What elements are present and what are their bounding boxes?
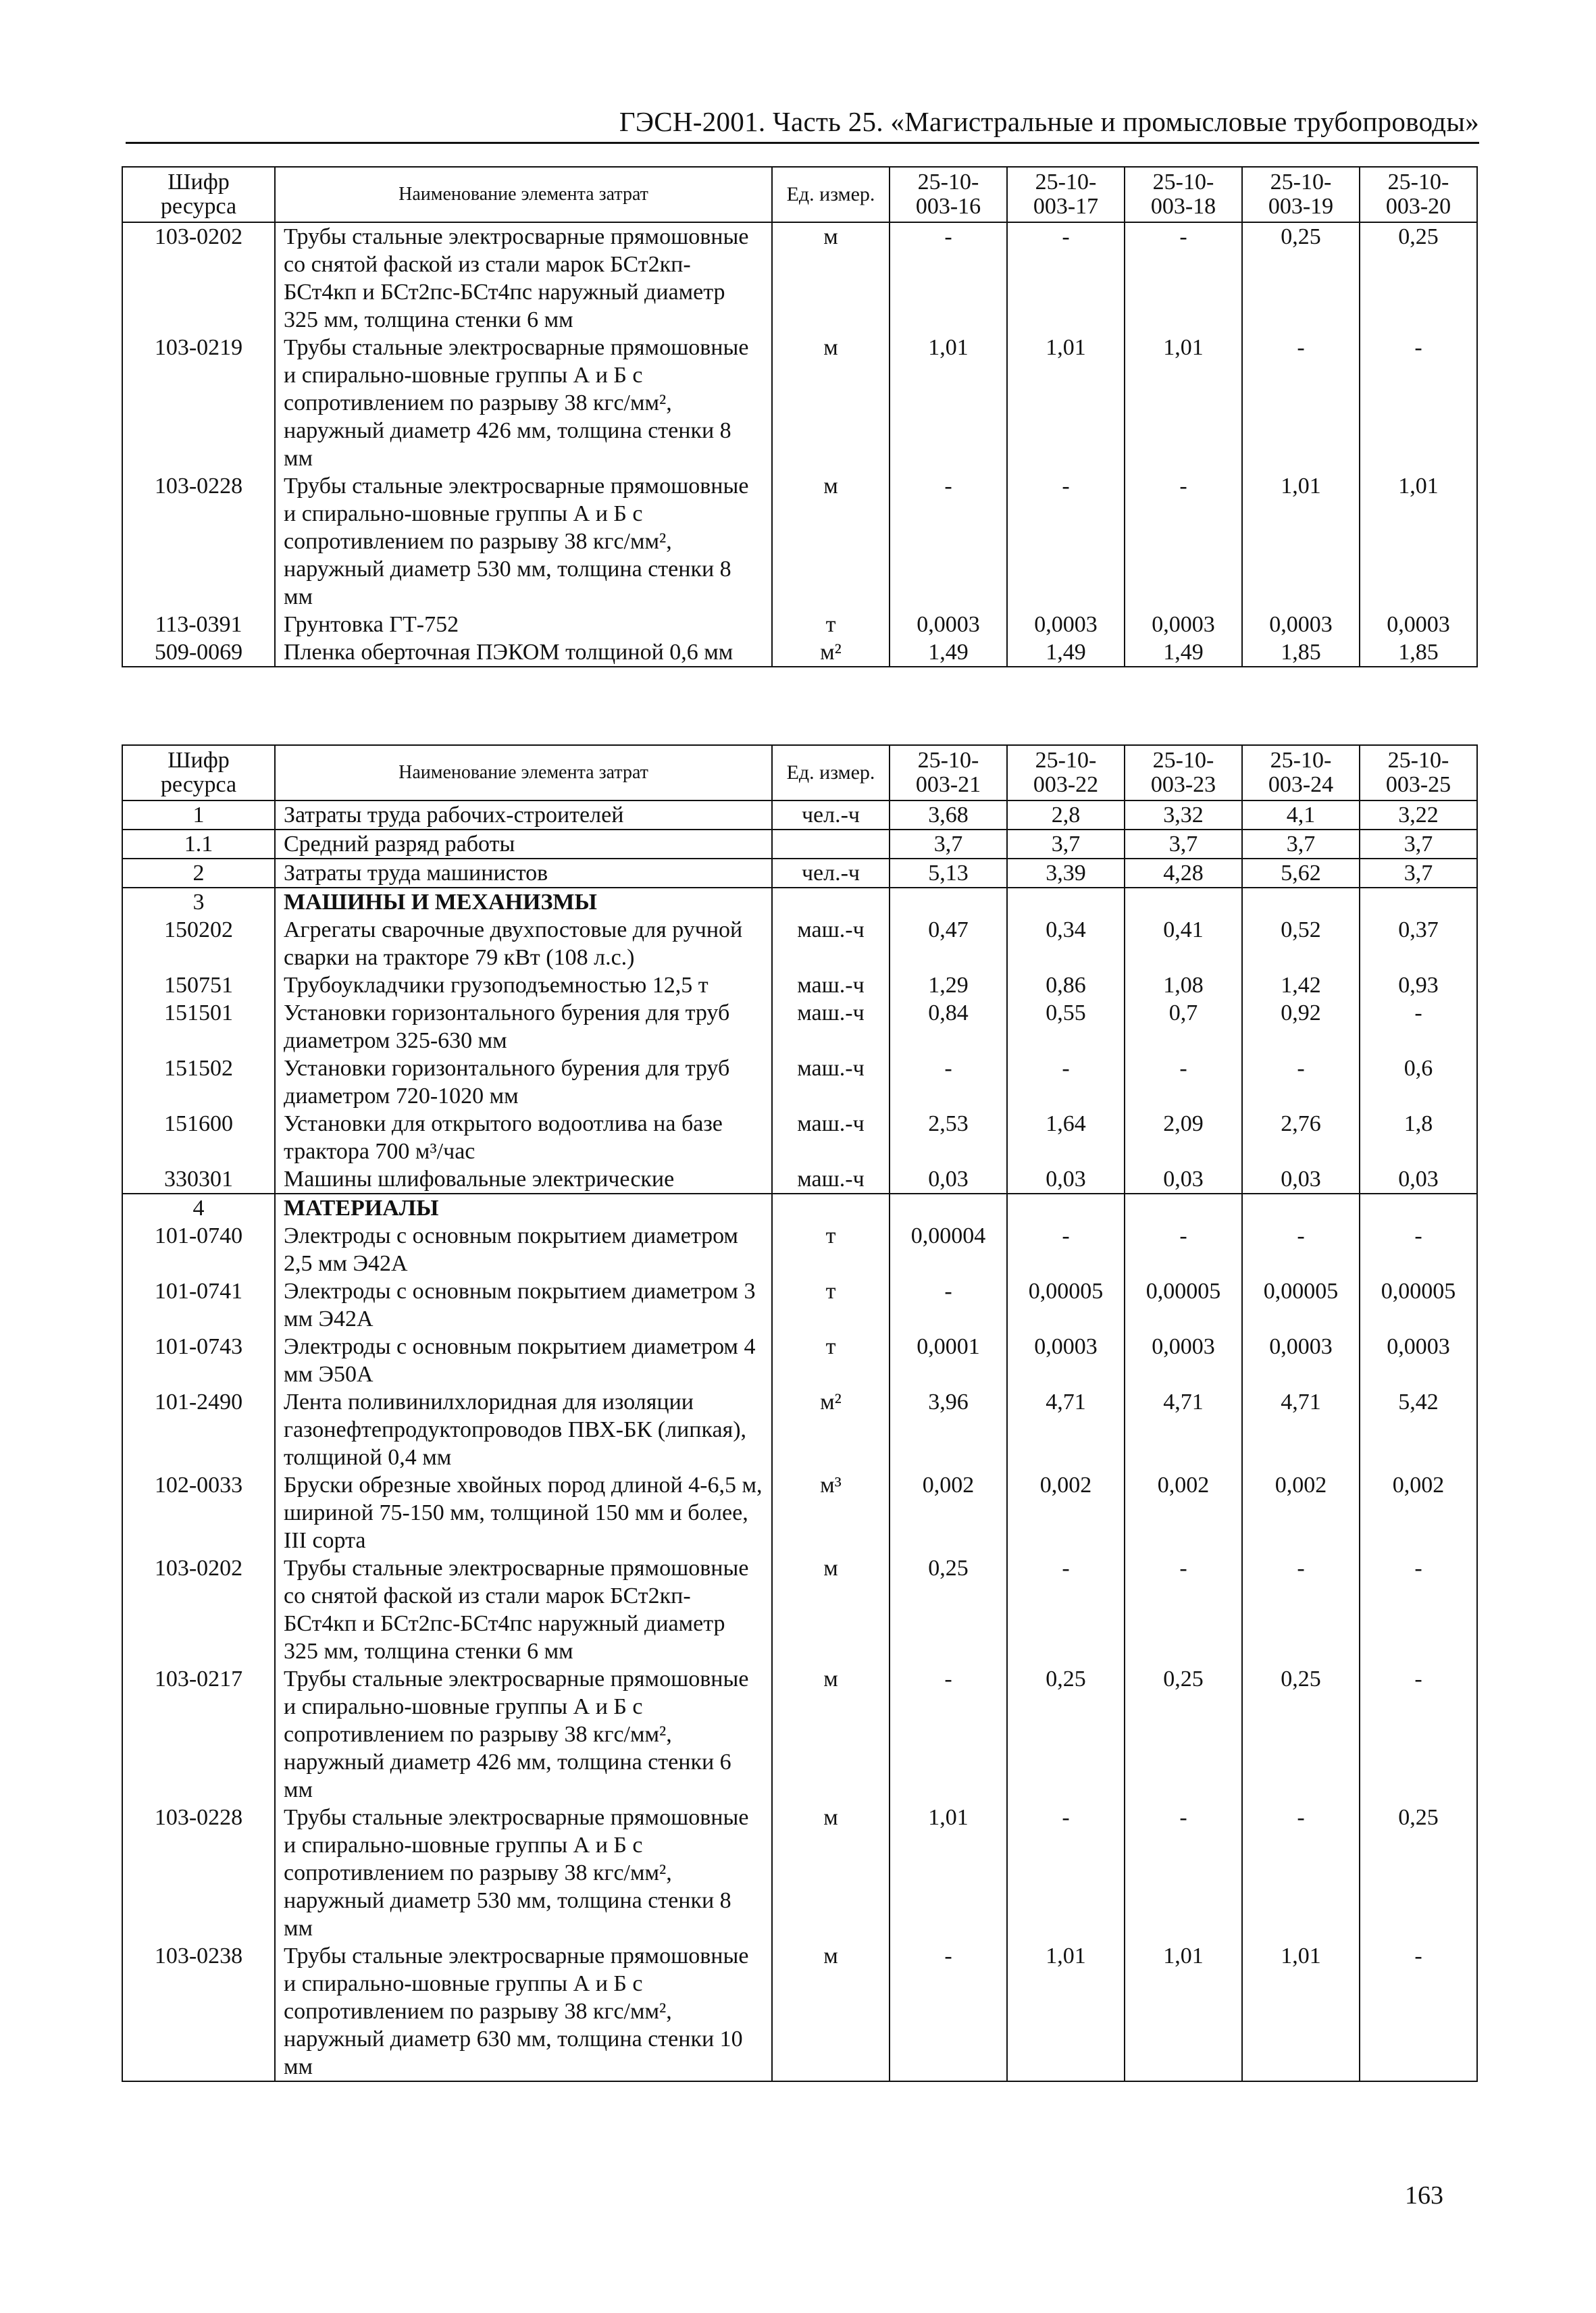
resource-code-cell: 2 [122,859,275,888]
value-cell: 0,41 [1125,916,1242,971]
value-cell: - [1125,1804,1242,1942]
value-cell: - [890,1277,1007,1333]
value-cell: 1,8 [1360,1110,1477,1165]
value-cell: 0,00005 [1242,1277,1360,1333]
table-row [122,888,1477,916]
table-row [122,1110,1477,1165]
value-cell: - [1007,1804,1125,1942]
value-cell: 4,28 [1125,859,1242,888]
unit-cell: маш.-ч [772,971,890,999]
resource-code-cell: 103-0219 [122,334,275,472]
table-row [122,1554,1477,1665]
page-number: 163 [1405,2181,1443,2210]
resource-name-cell: Установки для открытого водоотлива на базе трактора 700 м³/час [275,1110,772,1165]
value-cell: 0,25 [1125,1665,1242,1804]
name-header: Наименование элемента затрат [275,167,772,222]
value-cell: 0,25 [1007,1665,1125,1804]
value-cell: 0,37 [1360,916,1477,971]
table-row [122,1222,1477,1277]
value-cell: 2,8 [1007,800,1125,830]
resource-name-cell: Трубы стальные электросварные прямошовные и спирально-шовные группы А и Б с сопротивлением по разрыву 38 кгс/мм², наружный диаметр 426 мм, толщина стенки 6 мм [275,1665,772,1804]
table-row [122,859,1477,888]
resource-name-cell: Установки горизонтального бурения для труб диаметром 720-1020 мм [275,1054,772,1110]
value-cell: 1,01 [890,1804,1007,1942]
value-cell: 0,00005 [1007,1277,1125,1333]
value-cell: 3,7 [1360,859,1477,888]
unit-cell: м³ [772,1471,890,1554]
unit-cell: м [772,1942,890,2081]
col-header: 25-10- 003-23 [1125,745,1242,800]
value-cell: - [1360,1665,1477,1804]
value-cell: 1,64 [1007,1110,1125,1165]
value-cell: 0,03 [1125,1165,1242,1194]
value-cell: - [1360,1942,1477,2081]
value-cell: - [1242,1222,1360,1277]
value-cell: 0,03 [1007,1165,1125,1194]
table-row [122,1333,1477,1388]
code-header: Шифр ресурса [122,167,275,222]
resource-code-cell: 113-0391 [122,611,275,638]
value-cell: 0,0003 [1125,1333,1242,1388]
value-cell [1007,888,1125,916]
unit-cell: маш.-ч [772,1110,890,1165]
page-header [126,105,1479,144]
resource-code-cell: 330301 [122,1165,275,1194]
value-cell: 1,49 [1125,638,1242,667]
value-cell: 0,0003 [1125,611,1242,638]
resource-name-cell: Трубы стальные электросварные прямошовные и спирально-шовные группы А и Б с сопротивлением по разрыву 38 кгс/мм², наружный диаметр 530 мм, толщина стенки 8 мм [275,1804,772,1942]
resource-name-cell: Трубы стальные электросварные прямошовные со снятой фаской из стали марок БСт2кп-БСт4кп и БСт2пс-БСт4пс наружный диаметр 325 мм, толщина стенки 6 мм [275,222,772,334]
resource-code-cell: 101-0740 [122,1222,275,1277]
value-cell: 4,1 [1242,800,1360,830]
table-header-row [122,745,1477,800]
resource-code-cell: 1.1 [122,830,275,859]
value-cell: 3,68 [890,800,1007,830]
value-cell: 0,7 [1125,999,1242,1054]
unit-cell: м² [772,638,890,667]
resource-code-cell: 1 [122,800,275,830]
value-cell: - [1125,1222,1242,1277]
unit-cell: м [772,1554,890,1665]
value-cell: - [1242,334,1360,472]
value-cell: 0,0003 [1360,1333,1477,1388]
resource-table-2 [122,744,1478,2082]
resource-code-cell: 509-0069 [122,638,275,667]
table-row [122,638,1477,667]
value-cell: 0,0001 [890,1333,1007,1388]
name-header: Наименование элемента затрат [275,745,772,800]
value-cell: 3,7 [1242,830,1360,859]
resource-code-cell: 101-0741 [122,1277,275,1333]
value-cell: 0,00004 [890,1222,1007,1277]
value-cell: 0,0003 [1242,611,1360,638]
value-cell: 0,0003 [1242,1333,1360,1388]
value-cell: 4,71 [1007,1388,1125,1471]
table-row [122,1165,1477,1194]
unit-cell: м [772,222,890,334]
table-row [122,830,1477,859]
value-cell [1007,1194,1125,1222]
table-row [122,1665,1477,1804]
resource-code-cell: 150751 [122,971,275,999]
unit-cell: м [772,1665,890,1804]
unit-header: Ед. измер. [772,167,890,222]
unit-cell: т [772,1222,890,1277]
col-header: 25-10- 003-20 [1360,167,1477,222]
resource-code-cell: 151502 [122,1054,275,1110]
table-header-row [122,167,1477,222]
value-cell [1360,1194,1477,1222]
col-header: 25-10- 003-17 [1007,167,1125,222]
table-row [122,222,1477,334]
table-row [122,999,1477,1054]
value-cell: 3,32 [1125,800,1242,830]
value-cell: - [1007,1054,1125,1110]
table-row [122,971,1477,999]
value-cell: - [1125,222,1242,334]
value-cell [1242,888,1360,916]
value-cell: - [1242,1554,1360,1665]
value-cell: 3,7 [1007,830,1125,859]
value-cell: 0,86 [1007,971,1125,999]
col-header: 25-10- 003-21 [890,745,1007,800]
value-cell: 5,62 [1242,859,1360,888]
table-row [122,611,1477,638]
resource-code-cell: 102-0033 [122,1471,275,1554]
value-cell: - [1007,1222,1125,1277]
value-cell: 0,25 [1242,1665,1360,1804]
code-header: Шифр ресурса [122,745,275,800]
value-cell: 1,85 [1242,638,1360,667]
value-cell: 0,00005 [1360,1277,1477,1333]
resource-code-cell: 150202 [122,916,275,971]
table-row [122,1388,1477,1471]
value-cell: - [1125,1054,1242,1110]
unit-cell: т [772,1277,890,1333]
unit-cell: маш.-ч [772,916,890,971]
unit-cell: маш.-ч [772,1165,890,1194]
value-cell: 0,002 [1360,1471,1477,1554]
resource-name-cell: Средний разряд работы [275,830,772,859]
value-cell: 0,0003 [1360,611,1477,638]
resource-name-cell: Трубы стальные электросварные прямошовные и спирально-шовные группы А и Б с сопротивлением по разрыву 38 кгс/мм², наружный диаметр 530 мм, толщина стенки 8 мм [275,472,772,611]
table-row [122,1471,1477,1554]
value-cell: 0,03 [1360,1165,1477,1194]
resource-name-cell: Затраты труда рабочих-строителей [275,800,772,830]
value-cell: 0,25 [1242,222,1360,334]
value-cell: 1,01 [1125,1942,1242,2081]
resource-name-cell: Трубы стальные электросварные прямошовные и спирально-шовные группы А и Б с сопротивлением по разрыву 38 кгс/мм², наружный диаметр 426 мм, толщина стенки 8 мм [275,334,772,472]
value-cell: - [1007,1554,1125,1665]
resource-code-cell: 103-0217 [122,1665,275,1804]
value-cell: - [1125,472,1242,611]
table-row [122,1942,1477,2081]
value-cell: - [1125,1554,1242,1665]
value-cell: 0,002 [1007,1471,1125,1554]
value-cell: 1,29 [890,971,1007,999]
value-cell: 1,01 [1360,472,1477,611]
value-cell: - [890,472,1007,611]
resource-code-cell: 101-2490 [122,1388,275,1471]
unit-cell [772,888,890,916]
resource-name-cell: Лента поливинилхлоридная для изоляции газонефтепродуктопроводов ПВХ-БК (липкая), толщиной 0,4 мм [275,1388,772,1471]
table-row [122,1054,1477,1110]
value-cell: 0,34 [1007,916,1125,971]
value-cell: 0,0003 [890,611,1007,638]
value-cell: 3,7 [890,830,1007,859]
value-cell: 0,002 [1125,1471,1242,1554]
value-cell: - [890,1054,1007,1110]
value-cell: 0,84 [890,999,1007,1054]
value-cell: 0,25 [1360,1804,1477,1942]
value-cell: - [1007,222,1125,334]
value-cell: 1,01 [1007,334,1125,472]
table-row [122,1194,1477,1222]
value-cell: 0,52 [1242,916,1360,971]
col-header: 25-10- 003-24 [1242,745,1360,800]
unit-cell: чел.-ч [772,859,890,888]
value-cell: - [1360,334,1477,472]
value-cell: 0,002 [890,1471,1007,1554]
unit-cell: чел.-ч [772,800,890,830]
value-cell [1242,1194,1360,1222]
resource-table-1 [122,166,1478,667]
value-cell: 3,22 [1360,800,1477,830]
resource-name-cell: Пленка оберточная ПЭКОМ толщиной 0,6 мм [275,638,772,667]
value-cell: 0,002 [1242,1471,1360,1554]
value-cell: 1,01 [1242,1942,1360,2081]
resource-name-cell: Электроды с основным покрытием диаметром 2,5 мм Э42А [275,1222,772,1277]
value-cell: 0,25 [1360,222,1477,334]
resource-code-cell: 103-0202 [122,1554,275,1665]
value-cell [890,1194,1007,1222]
unit-header: Ед. измер. [772,745,890,800]
table-row [122,916,1477,971]
section-title-cell: МАТЕРИАЛЫ [275,1194,772,1222]
value-cell: - [1007,472,1125,611]
value-cell: 1,01 [1125,334,1242,472]
value-cell: 0,25 [890,1554,1007,1665]
unit-cell: т [772,1333,890,1388]
resource-name-cell: Машины шлифовальные электрические [275,1165,772,1194]
value-cell: 3,7 [1125,830,1242,859]
value-cell: 0,92 [1242,999,1360,1054]
value-cell: 4,71 [1125,1388,1242,1471]
value-cell [1125,888,1242,916]
value-cell [1125,1194,1242,1222]
col-header: 25-10- 003-18 [1125,167,1242,222]
resource-name-cell: Трубы стальные электросварные прямошовные со снятой фаской из стали марок БСт2кп-БСт4кп и БСт2пс-БСт4пс наружный диаметр 325 мм, толщина стенки 6 мм [275,1554,772,1665]
resource-code-cell: 101-0743 [122,1333,275,1388]
value-cell: 3,39 [1007,859,1125,888]
value-cell: 2,53 [890,1110,1007,1165]
col-header: 25-10- 003-25 [1360,745,1477,800]
value-cell: 1,49 [1007,638,1125,667]
resource-name-cell: Бруски обрезные хвойных пород длиной 4-6,5 м, шириной 75-150 мм, толщиной 150 мм и более, III сорта [275,1471,772,1554]
value-cell: 0,55 [1007,999,1125,1054]
resource-code-cell: 103-0228 [122,1804,275,1942]
unit-cell: м [772,334,890,472]
resource-name-cell: Электроды с основным покрытием диаметром 3 мм Э42А [275,1277,772,1333]
value-cell: 3,7 [1360,830,1477,859]
value-cell: - [890,222,1007,334]
table-row [122,334,1477,472]
value-cell: 0,6 [1360,1054,1477,1110]
value-cell [1360,888,1477,916]
unit-cell: т [772,611,890,638]
value-cell: 1,42 [1242,971,1360,999]
value-cell: 1,85 [1360,638,1477,667]
col-header: 25-10- 003-22 [1007,745,1125,800]
resource-name-cell: Затраты труда машинистов [275,859,772,888]
value-cell: 1,01 [1242,472,1360,611]
resource-code-cell: 4 [122,1194,275,1222]
value-cell: 2,76 [1242,1110,1360,1165]
value-cell: 0,93 [1360,971,1477,999]
value-cell: 1,08 [1125,971,1242,999]
resource-name-cell: Установки горизонтального бурения для труб диаметром 325-630 мм [275,999,772,1054]
unit-cell [772,830,890,859]
resource-code-cell: 103-0238 [122,1942,275,2081]
unit-cell: маш.-ч [772,1054,890,1110]
unit-cell [772,1194,890,1222]
value-cell: - [1242,1054,1360,1110]
table-row [122,1277,1477,1333]
value-cell: 1,01 [890,334,1007,472]
value-cell: 4,71 [1242,1388,1360,1471]
value-cell: - [1360,1222,1477,1277]
value-cell: 0,0003 [1007,611,1125,638]
resource-name-cell: Трубоукладчики грузоподъемностью 12,5 т [275,971,772,999]
value-cell: 2,09 [1125,1110,1242,1165]
value-cell: - [1360,1554,1477,1665]
resource-name-cell: Агрегаты сварочные двухпостовые для ручной сварки на тракторе 79 кВт (108 л.с.) [275,916,772,971]
value-cell: - [890,1942,1007,2081]
table-row [122,472,1477,611]
table-row [122,800,1477,830]
resource-name-cell: Трубы стальные электросварные прямошовные и спирально-шовные группы А и Б с сопротивлением по разрыву 38 кгс/мм², наружный диаметр 630 мм, толщина стенки 10 мм [275,1942,772,2081]
value-cell: 3,96 [890,1388,1007,1471]
value-cell: 1,49 [890,638,1007,667]
resource-name-cell: Грунтовка ГТ-752 [275,611,772,638]
unit-cell: маш.-ч [772,999,890,1054]
header-title: ГЭСН-2001. Часть 25. «Магистральные и промысловые трубопроводы» [619,106,1479,137]
col-header: 25-10- 003-16 [890,167,1007,222]
resource-code-cell: 103-0202 [122,222,275,334]
resource-name-cell: Электроды с основным покрытием диаметром 4 мм Э50А [275,1333,772,1388]
value-cell: 0,03 [1242,1165,1360,1194]
unit-cell: м² [772,1388,890,1471]
resource-code-cell: 151501 [122,999,275,1054]
unit-cell: м [772,1804,890,1942]
value-cell: 0,03 [890,1165,1007,1194]
value-cell [890,888,1007,916]
value-cell: 1,01 [1007,1942,1125,2081]
unit-cell: м [772,472,890,611]
value-cell: 5,13 [890,859,1007,888]
value-cell: 0,0003 [1007,1333,1125,1388]
section-title-cell: МАШИНЫ И МЕХАНИЗМЫ [275,888,772,916]
value-cell: - [1360,999,1477,1054]
resource-code-cell: 151600 [122,1110,275,1165]
value-cell: 0,00005 [1125,1277,1242,1333]
value-cell: - [890,1665,1007,1804]
col-header: 25-10- 003-19 [1242,167,1360,222]
table-row [122,1804,1477,1942]
value-cell: 0,47 [890,916,1007,971]
value-cell: 5,42 [1360,1388,1477,1471]
resource-code-cell: 103-0228 [122,472,275,611]
resource-code-cell: 3 [122,888,275,916]
value-cell: - [1242,1804,1360,1942]
